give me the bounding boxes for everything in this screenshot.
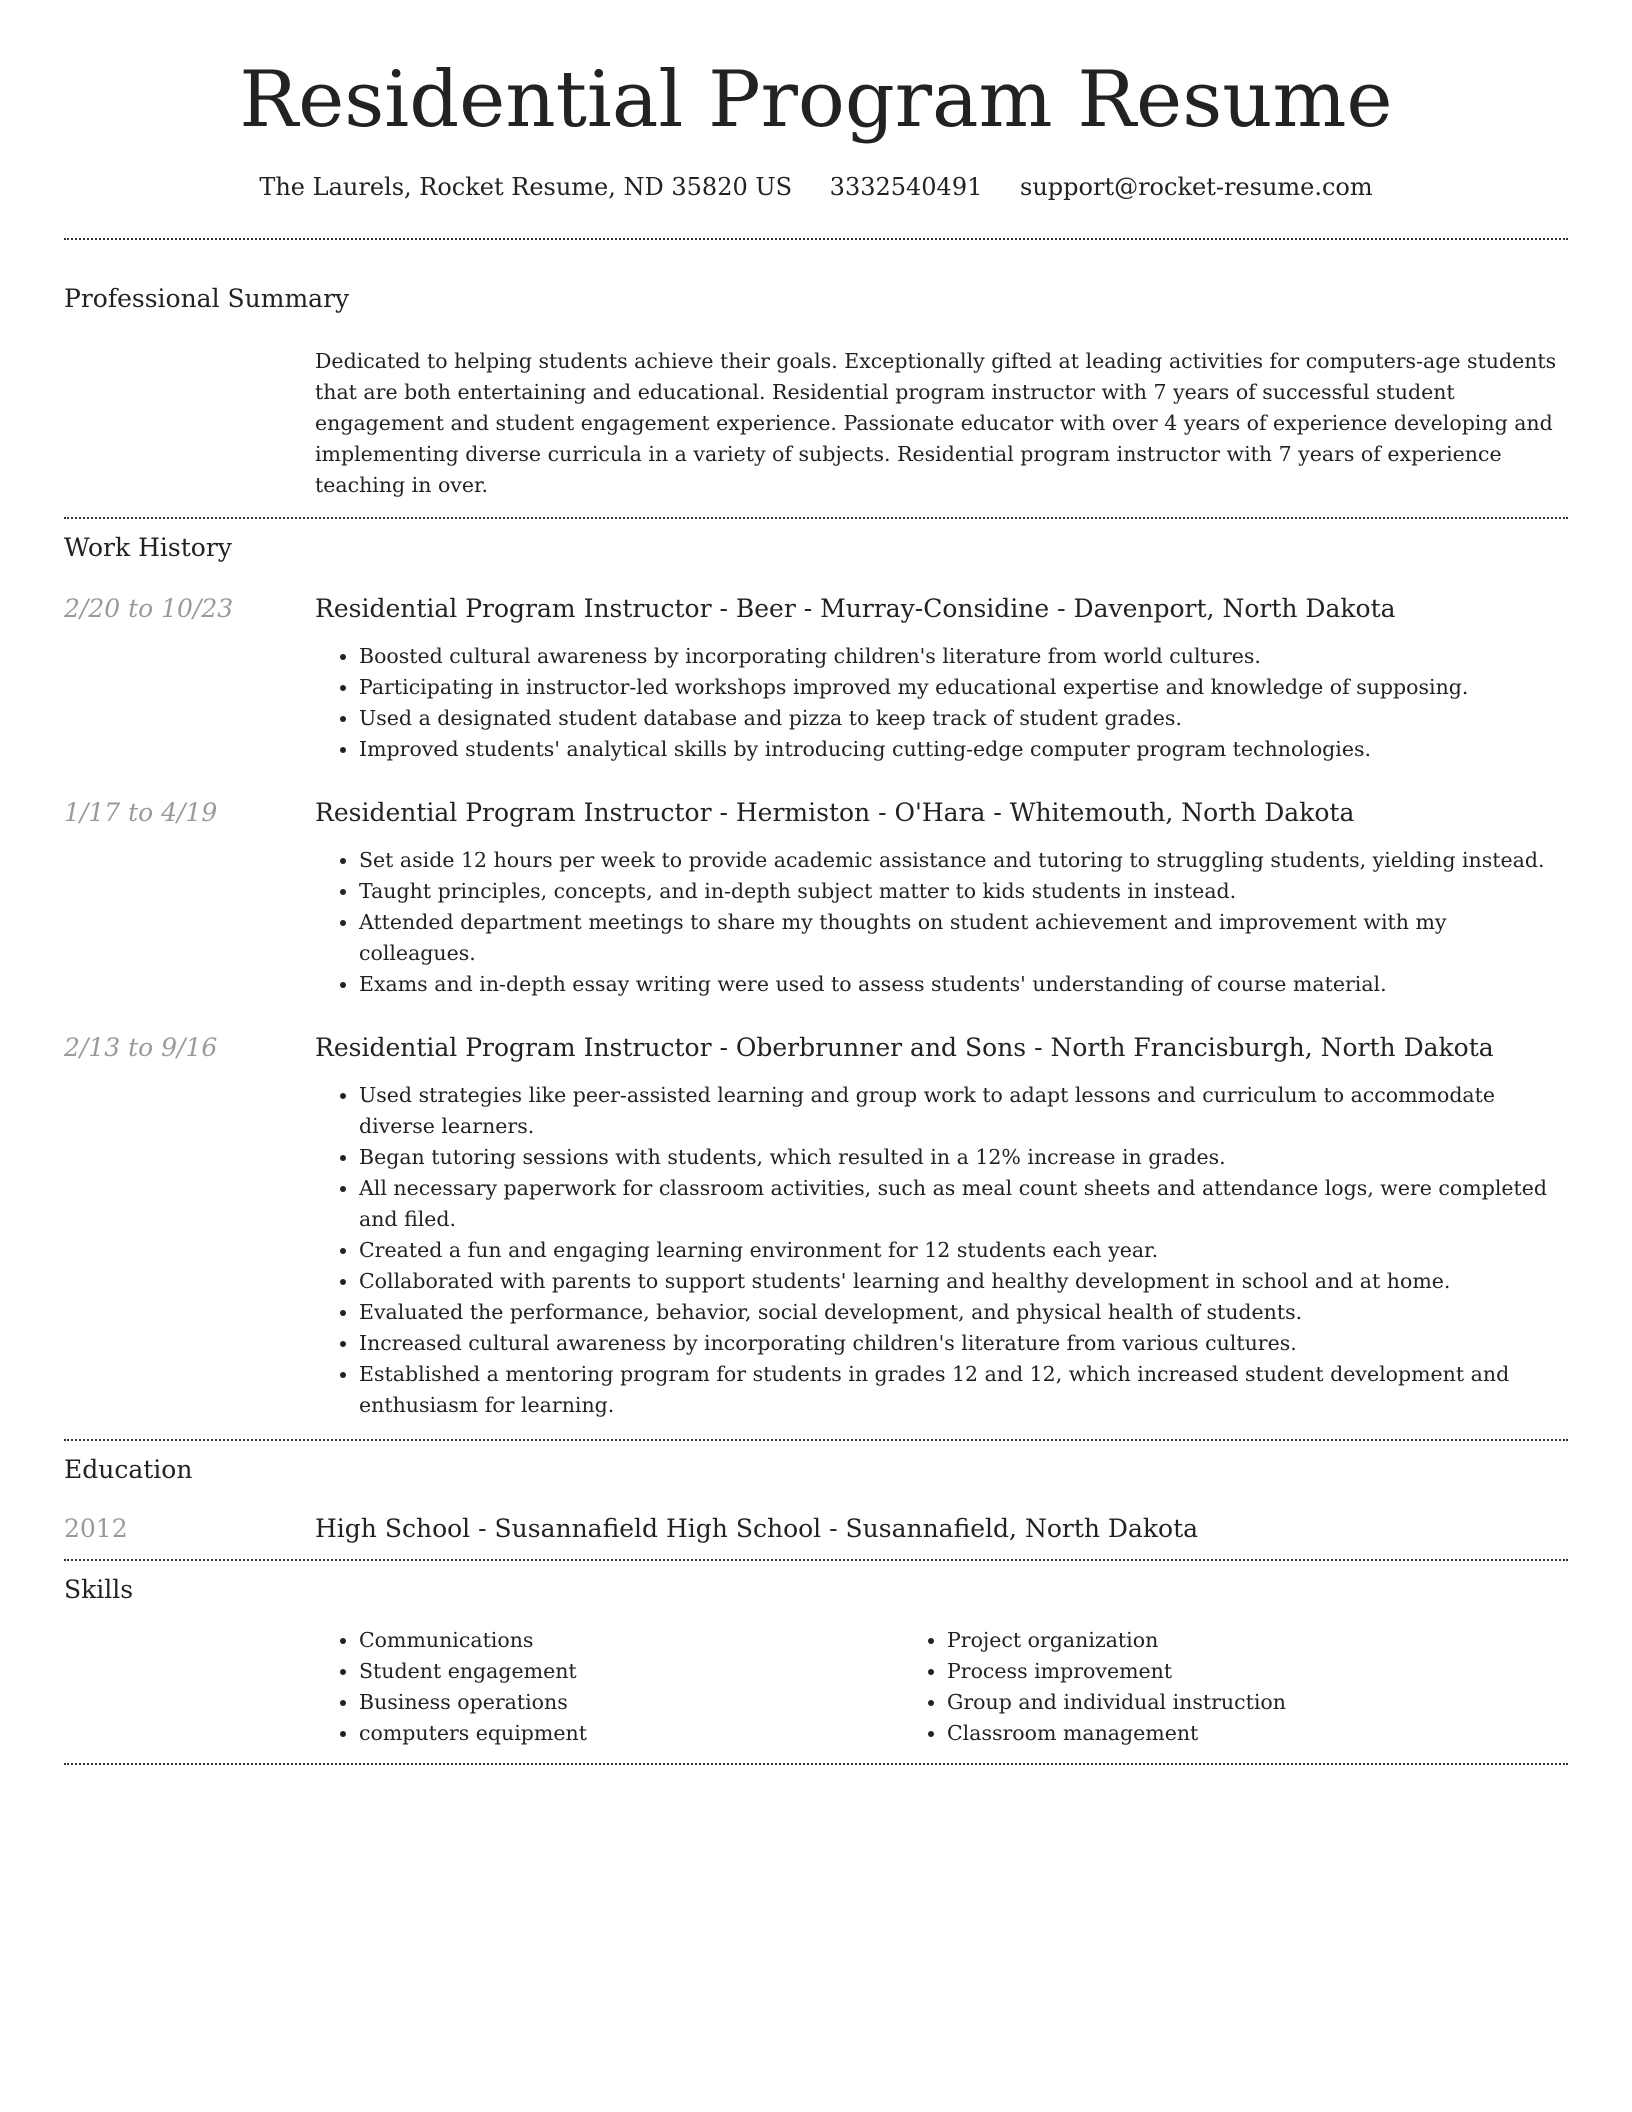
job-bullet: • Participating in instructor-led workshops improved my educational expertise and knowledge of supposing. <box>359 672 1568 703</box>
job-bullet: • Taught principles, concepts, and in-depth subject matter to kids students in instead. <box>359 876 1568 907</box>
summary-section <box>64 240 1568 517</box>
job-bullet: • Collaborated with parents to support students' learning and healthy development in school and at home. <box>359 1266 1568 1297</box>
skills-section <box>64 1561 1568 1763</box>
resume-page <box>64 0 1568 1765</box>
job-bullet: • Created a fun and engaging learning environment for 12 students each year. <box>359 1235 1568 1266</box>
job-bullet: • Attended department meetings to share my thoughts on student achievement and improvement with my colleagues. <box>359 907 1568 969</box>
job-bullet: • Increased cultural awareness by incorporating children's literature from various cultures. <box>359 1328 1568 1359</box>
job-date: 1/17 to 4/19 <box>64 798 218 827</box>
resume-name: Residential Program Resume <box>239 55 1393 145</box>
education-date: 2012 <box>64 1514 128 1543</box>
job-title: Residential Program Instructor - Oberbrunner and Sons - North Francisburgh, North Dakota <box>315 1033 1494 1062</box>
education-entry: High School - Susannafield High School - Susannafield, North Dakota <box>315 1514 1199 1543</box>
summary-text: Dedicated to helping students achieve their goals. Exceptionally gifted at leading activities for computers-age students that are both entertaining and educational. Residential program instructor with 7 years of successful student engagement and student engagement experience. Passionate educator with over 4 years of experience developing and implementing diverse curricula in a variety of subjects. Residential program instructor with 7 years of experience teaching in over. <box>315 349 1557 497</box>
job-bullet: • Established a mentoring program for students in grades 12 and 12, which increased student development and enthusiasm for learning. <box>359 1359 1568 1421</box>
skill-item: • Communications <box>359 1625 931 1656</box>
job-bullet: • Began tutoring sessions with students, which resulted in a 12% increase in grades. <box>359 1142 1568 1173</box>
job-entry <box>64 795 1568 1000</box>
skill-item: • Student engagement <box>359 1656 931 1687</box>
job-entry <box>64 591 1568 765</box>
summary-title: Professional Summary <box>64 284 350 313</box>
contact-phone: 3332540491 <box>829 173 983 201</box>
job-bullet: • Used strategies like peer-assisted learning and group work to adapt lessons and curriculum to accommodate diverse learners. <box>359 1080 1568 1142</box>
job-bullet: • Set aside 12 hours per week to provide academic assistance and tutoring to struggling students, yielding instead. <box>359 845 1568 876</box>
education-section <box>64 1441 1568 1559</box>
job-bullets <box>315 641 1568 765</box>
contact-email: support@rocket-resume.com <box>1020 173 1373 201</box>
skill-item: • computers equipment <box>359 1718 931 1749</box>
job-title: Residential Program Instructor - Hermiston - O'Hara - Whitemouth, North Dakota <box>315 798 1355 827</box>
work-history-title: Work History <box>64 533 232 562</box>
job-title: Residential Program Instructor - Beer - Murray-Considine - Davenport, North Dakota <box>315 594 1396 623</box>
divider <box>64 1763 1568 1765</box>
skill-item: • Group and individual instruction <box>947 1687 1286 1718</box>
skill-item: • Project organization <box>947 1625 1286 1656</box>
job-entry <box>64 1030 1568 1421</box>
work-history-section <box>64 519 1568 1439</box>
skill-item: • Business operations <box>359 1687 931 1718</box>
skills-title: Skills <box>64 1575 134 1604</box>
skills-column-right <box>903 1625 1286 1749</box>
education-title: Education <box>64 1455 193 1484</box>
job-bullet: • Boosted cultural awareness by incorporating children's literature from world cultures. <box>359 641 1568 672</box>
job-date: 2/20 to 10/23 <box>64 594 234 623</box>
job-bullet: • Exams and in-depth essay writing were used to assess students' understanding of course material. <box>359 969 1568 1000</box>
skill-item: • Classroom management <box>947 1718 1286 1749</box>
skill-item: • Process improvement <box>947 1656 1286 1687</box>
job-bullet: • All necessary paperwork for classroom activities, such as meal count sheets and attendance logs, were completed and filed. <box>359 1173 1568 1235</box>
job-date: 2/13 to 9/16 <box>64 1033 218 1062</box>
contact-address: The Laurels, Rocket Resume, ND 35820 US <box>259 173 793 201</box>
job-bullet: • Improved students' analytical skills by introducing cutting-edge computer program technologies. <box>359 734 1568 765</box>
skills-list <box>64 1625 1568 1763</box>
job-bullet: • Evaluated the performance, behavior, social development, and physical health of students. <box>359 1297 1568 1328</box>
skills-column-left <box>315 1625 931 1749</box>
job-bullets <box>315 845 1568 1000</box>
job-bullet: • Used a designated student database and pizza to keep track of student grades. <box>359 703 1568 734</box>
job-bullets <box>315 1080 1568 1421</box>
contact-line <box>64 170 1568 204</box>
